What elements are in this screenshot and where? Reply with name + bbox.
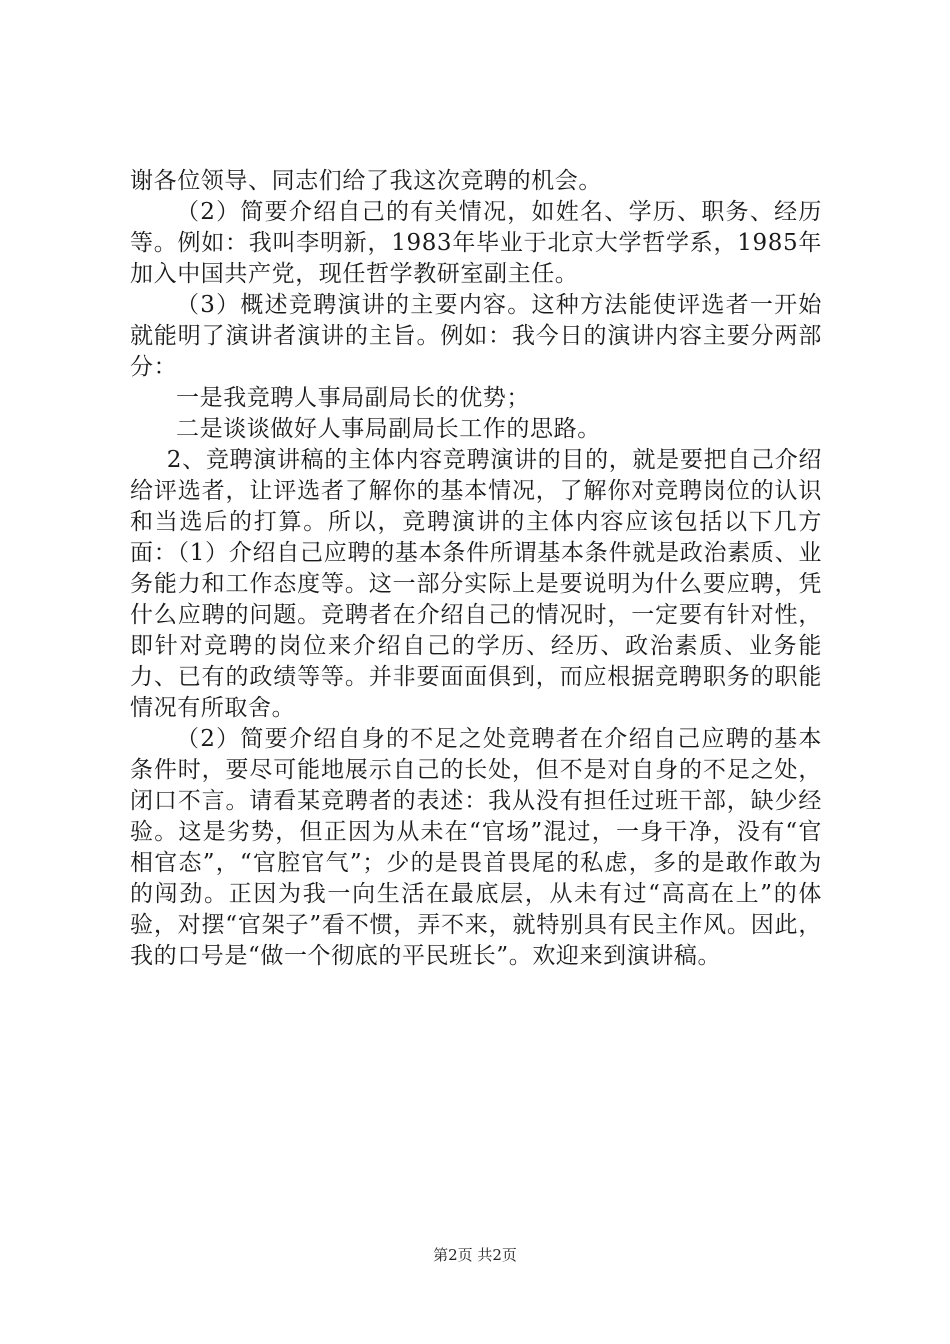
paragraph-1: 谢各位领导、同志们给了我这次竞聘的机会。 xyxy=(130,168,602,194)
document-body xyxy=(130,166,822,972)
paragraph-6: 2、竞聘演讲稿的主体内容竞聘演讲的目的，就是要把自己介绍给评选者，让评选者了解你的基本情况，了解你对竞聘岗位的认识和当选后的打算。所以，竞聘演讲的主体内容应该包括以下几方面：（1）介绍自己应聘的基本条件所谓基本条件就是政治素质、业务能力和工作态度等。这一部分实际上是要说明为什么要应聘，凭什么应聘的问题。竞聘者在介绍自己的情况时，一定要有针对性，即针对竞聘的岗位来介绍自己的学历、经历、政治素质、业务能力、已有的政绩等等。并非要面面俱到，而应根据竞聘职务的职能情况有所取舍。 xyxy=(130,447,822,721)
paragraph-4: 一是我竞聘人事局副局长的优势； xyxy=(176,385,530,411)
paragraph-7: （2）简要介绍自身的不足之处竞聘者在介绍自己应聘的基本条件时，要尽可能地展示自己的长处，但不是对自身的不足之处，闭口不言。请看某竞聘者的表述：我从没有担任过班干部，缺少经验。这是劣势，但正因为从未在“官场”混过，一身干净，没有“官相官态”，“官腔官气”；少的是畏首畏尾的私虑，多的是敢作敢为的闯劲。正因为我一向生活在最底层，从未有过“高高在上”的体验，对摆“官架子”看不惯，弄不来，就特别具有民主作风。因此，我的口号是“做一个彻底的平民班长”。欢迎来到演讲稿。 xyxy=(130,726,822,969)
page-footer: 第2页 共2页 xyxy=(433,1246,517,1264)
paragraph-2: （2）简要介绍自己的有关情况，如姓名、学历、职务、经历等。例如：我叫李明新，1983年毕业于北京大学哲学系，1985年加入中国共产党，现任哲学教研室副主任。 xyxy=(130,199,822,287)
paragraph-3: （3）概述竞聘演讲的主要内容。这种方法能使评选者一开始就能明了演讲者演讲的主旨。例如：我今日的演讲内容主要分两部分： xyxy=(130,292,822,380)
paragraph-5: 二是谈谈做好人事局副局长工作的思路。 xyxy=(176,416,601,442)
